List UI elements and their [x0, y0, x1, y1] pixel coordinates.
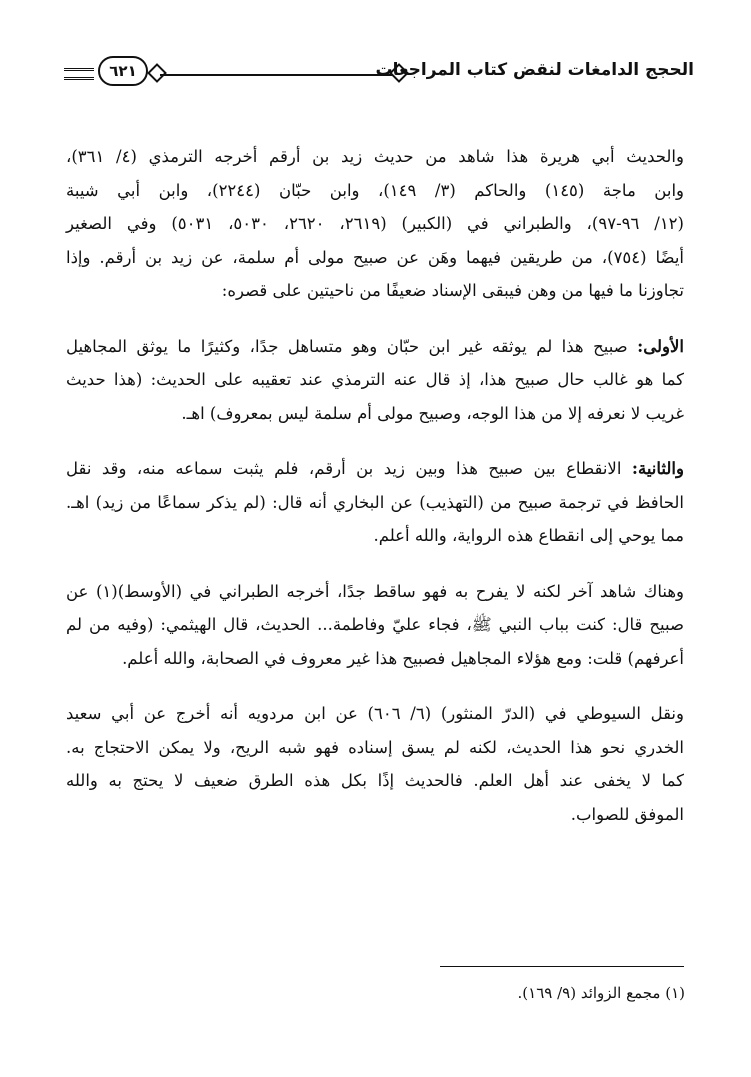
text-line: الحافظ في ترجمة صبيح من (التهذيب) عن البخاري أنه قال: (لم يذكر سماعًا من زيد) اهـ.	[66, 492, 684, 512]
footnote: (١) مجمع الزوائد (٩/ ١٦٩).	[517, 984, 685, 1002]
text-line: كما هو غالب حال صبيح هذا، إذ قال عنه الترمذي عند تعقيبه على الحديث: (هذا حديث	[66, 370, 684, 389]
header-ornament-icon	[64, 68, 94, 80]
text-line: وهناك شاهد آخر لكنه لا يفرح به فهو ساقط جدًا، أخرجه الطبراني في (الأوسط)(١) عن	[66, 581, 684, 601]
paragraph-lead: الأولى:	[637, 336, 684, 356]
page-number: ٦٢١	[98, 56, 148, 86]
text-line: مما يوحي إلى انقطاع هذه الرواية، والله أعلم.	[373, 526, 684, 545]
text-line: تجاوزنا ما فيها من وهن فيبقى الإسناد ضعيفًا من ناحيتين على قصره:	[221, 281, 684, 300]
text-line	[66, 330, 684, 364]
paragraph	[66, 330, 684, 431]
text-line: والحديث أبي هريرة هذا شاهد من حديث زيد بن أرقم أخرجه الترمذي (٤/ ٣٦١)،	[66, 147, 684, 166]
header-rule	[160, 74, 392, 76]
text-line	[66, 452, 684, 486]
paragraph-lead: والثانية:	[631, 459, 684, 478]
text-line: أيضًا (٧٥٤)، من طريقين فيهما وهَن عن صبيح مولى أم سلمة، عن زيد بن أرقم. وإذا	[66, 247, 684, 267]
paragraph	[66, 575, 684, 676]
paragraph	[66, 697, 684, 831]
body-text	[66, 140, 684, 853]
text-line: كما لا يخفى عند أهل العلم. فالحديث إذًا بكل هذه الطرق ضعيف لا يحتج به والله	[66, 771, 684, 790]
text-line: أعرفهم) قلت: ومع هؤلاء المجاهيل فصبيح هذا غير معروف في الصحابة، والله أعلم.	[122, 648, 684, 668]
text-line: وابن ماجة (١٤٥) والحاكم (٣/ ١٤٩)، وابن حبّان (٢٢٤٤)، وابن أبي شيبة	[66, 180, 684, 200]
header-title: الحجج الدامغات لنقض كتاب المراجعات	[375, 60, 694, 80]
footnote-separator	[440, 966, 684, 967]
header-ornament-icon	[147, 63, 167, 83]
running-header	[64, 54, 694, 94]
text-line: غريب لا نعرفه إلا من هذا الوجه، وصبيح مولى أم سلمة ليس بمعروف) اهـ.	[181, 403, 684, 423]
text-segment: الانقطاع بين صبيح هذا وبين زيد بن أرقم، فلم يثبت سماعه منه، وقد نقل	[66, 459, 632, 478]
text-line: ونقل السيوطي في (الدرّ المنثور) (٦/ ٦٠٦) عن ابن مردويه أنه أخرج عن أبي سعيد	[66, 704, 684, 723]
paragraph	[66, 452, 684, 553]
paragraph	[66, 140, 684, 308]
text-line: صبيح قال: كنت بباب النبي ﷺ، فجاء عليّ وفاطمة... الحديث، قال الهيثمي: (وفيه من لم	[66, 615, 684, 634]
text-line: الخدري نحو هذا الحديث، لكنه لم يسق إسناده فهو شبه الريح، ولا يمكن الاحتجاج به.	[66, 737, 684, 757]
text-line: الموفق للصواب.	[570, 804, 684, 824]
text-segment: صبيح هذا لم يوثقه غير ابن حبّان وهو متساهل جدًا، وكثيرًا ما يوثق المجاهيل	[66, 336, 638, 356]
text-line: (١٢/ ٩٦-٩٧)، والطبراني في (الكبير) (٢٦١٩، ٢٦٢٠، ٥٠٣٠، ٥٠٣١) وفي الصغير	[66, 214, 684, 233]
